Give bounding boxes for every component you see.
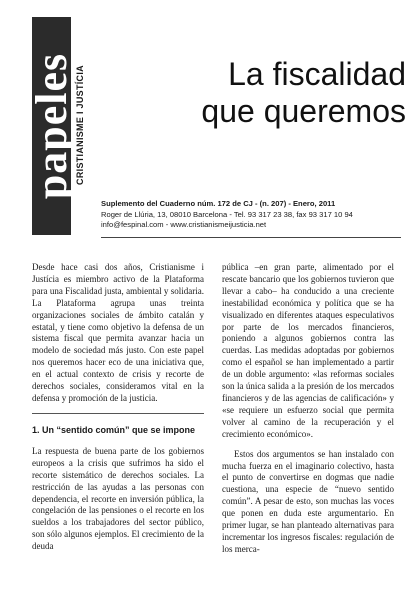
masthead-logo: papeles	[26, 52, 76, 200]
intro-divider	[32, 413, 204, 414]
left-column	[32, 262, 204, 561]
body-paragraph-2: pública –en gran parte, alimentado por el rescate bancario que los gobiernos tuvieron que llevar a cabo– ha conducido a una creciente inestabilidad económica y política que se ha visualizado en diferentes ataques especulativos por parte de los mercados financieros, poniendo a algunos gobiernos contra las cuerdas. Las medidas adoptadas por gobiernos como el español se han implementado a partir de un doble argumento: «las reformas sociales son la única salida a la presión de los mercados financieros y de las agencias de calificación» y «se requiere un esfuerzo social que permita volver al camino de la recuperación y el crecimiento económico».	[222, 262, 394, 439]
publication-line-3: info@fespinal.com - www.cristianismeijusticia.net	[101, 220, 267, 229]
title-line-2: que queremos	[201, 93, 406, 129]
right-column	[222, 262, 394, 564]
body-paragraph-1: La respuesta de buena parte de los gobiernos europeos a la crisis que sufrimos ha sido el recorte sistemático de derechos sociales. La restricción de las ayudas a las personas con dependencia, el recorte en inversión pública, la congelación de las pensiones o el recorte en los sueldos a los trabajadores del sector público, son sólo algunos ejemplos. El crecimiento de la deuda	[32, 445, 204, 552]
body-paragraph-3: Estos dos argumentos se han instalado con mucha fuerza en el imaginario colectivo, hasta el punto de convertirse en dogmas que nadie cuestiona, una especie de “nuevo sentido común”. A pesar de esto, son muchas las voces que ponen en duda este argumentario. En primer lugar, se han planteado alternativas para incrementar los ingresos fiscales: regulación de los merca-	[222, 448, 394, 554]
masthead-block	[26, 17, 76, 235]
intro-paragraph: Desde hace casi dos años, Cristianisme i Justícia es miembro activo de la Plataforma para una Fiscalidad justa, ambiental y solidaria. La Plataforma agrupa unas treinta organizaciones sociales de ámbito catalán y estatal, y tiene como objetivo la defensa de un sistema fiscal que permita avanzar hacia un modelo de sociedad más justo. Con este papel nos queremos hacer eco de una iniciativa que, en el actual contexto de crisis y recorte de derechos sociales, consideramos vital en la defensa y promoción de la justicia.	[32, 262, 204, 403]
publication-info	[101, 199, 401, 231]
masthead-subtitle-text: CRISTIANISME I JUSTÍCIA	[75, 65, 85, 185]
masthead-subtitle	[73, 55, 87, 195]
publication-line-2: Roger de Llúria, 13, 08010 Barcelona - Tel. 93 317 23 38, fax 93 317 10 94	[101, 209, 353, 219]
publication-line-1: Suplemento del Cuaderno núm. 172 de CJ - (n. 207) - Enero, 2011	[101, 199, 336, 208]
title-line-1: La fiscalidad	[228, 56, 406, 92]
header-divider	[101, 237, 401, 238]
section-heading: 1. Un “sentido común” que se impone	[32, 424, 196, 435]
page-title	[120, 56, 406, 130]
